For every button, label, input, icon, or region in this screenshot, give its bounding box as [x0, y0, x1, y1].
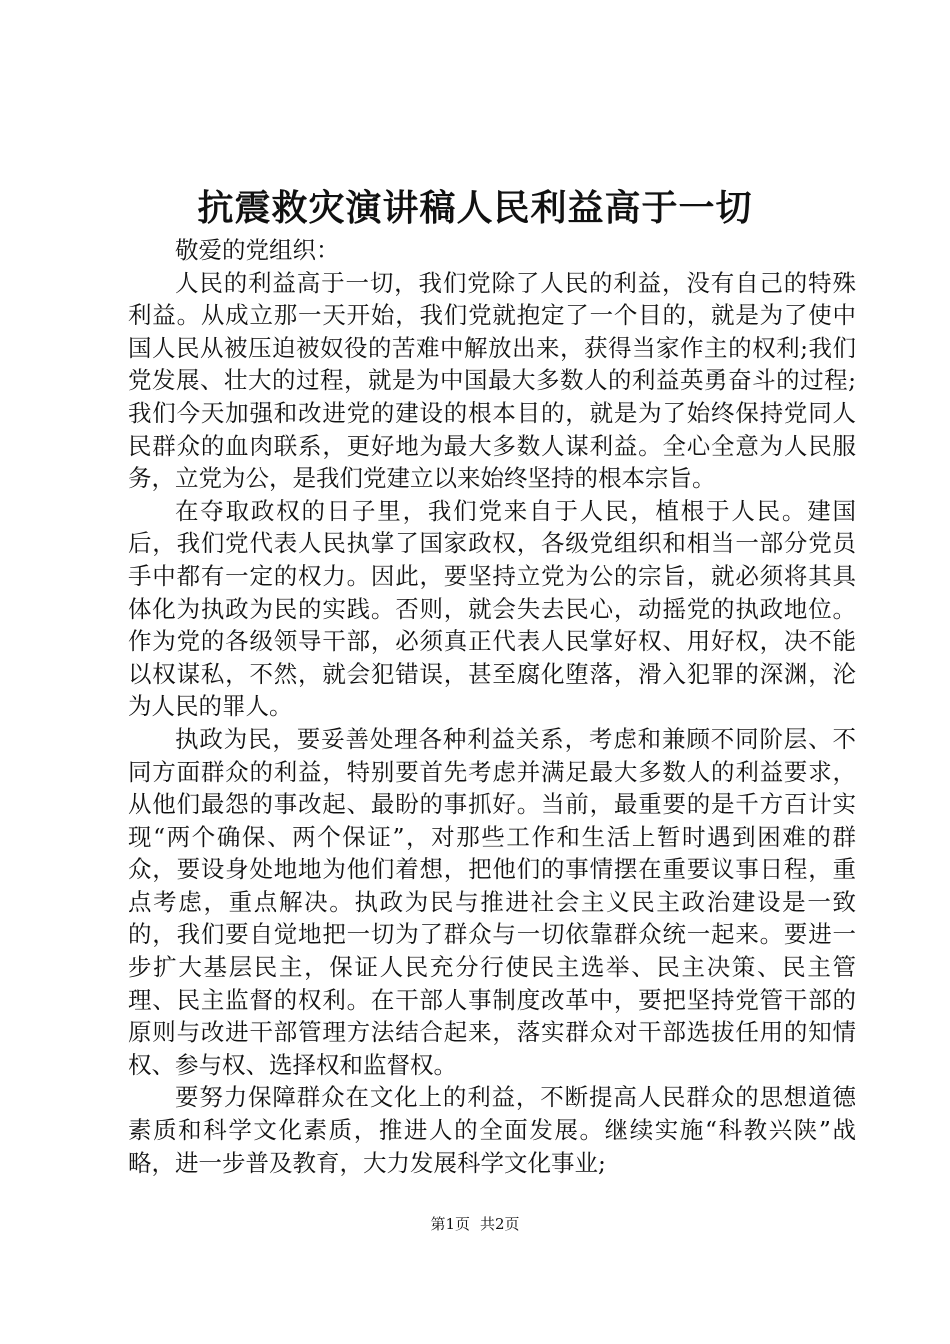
- salutation: 敬爱的党组织：: [175, 236, 340, 264]
- paragraph-3: 执政为民，要妥善处理各种利益关系，考虑和兼顾不同阶层、不同方面群众的利益，特别要首先考虑并满足最大多数人的利益要求，从他们最怨的事改起、最盼的事抓好。当前，最重要的是千方百计实现“两个确保、两个保证”，对那些工作和生活上暂时遇到困难的群众，要设身处地地为他们着想，把他们的事情摆在重要议事日程，重点考虑，重点解决。执政为民与推进社会主义民主政治建设是一致的，我们要自觉地把一切为了群众与一切依靠群众统一起来。要进一步扩大基层民主，保证人民充分行使民主选举、民主决策、民主管理、民主监督的权利。在干部人事制度改革中，要把坚持党管干部的原则与改进干部管理方法结合起来，落实群众对干部选拔任用的知情权、参与权、选择权和监督权。: [128, 724, 856, 1079]
- paragraph-2: 在夺取政权的日子里，我们党来自于人民，植根于人民。建国后，我们党代表人民执掌了国家政权，各级党组织和相当一部分党员手中都有一定的权力。因此，要坚持立党为公的宗旨，就必须将其具体化为执政为民的实践。否则，就会失去民心，动摇党的执政地位。作为党的各级领导干部，必须真正代表人民掌好权、用好权，决不能以权谋私，不然，就会犯错误，甚至腐化堕落，滑入犯罪的深渊，沦为人民的罪人。: [128, 496, 856, 721]
- document-body: [128, 234, 856, 1179]
- paragraph-1: 人民的利益高于一切，我们党除了人民的利益，没有自己的特殊利益。从成立那一天开始，我们党就抱定了一个目的，就是为了使中国人民从被压迫被奴役的苦难中解放出来，获得当家作主的权利;我们党发展、壮大的过程，就是为中国最大多数人的利益英勇奋斗的过程;我们今天加强和改进党的建设的根本目的，就是为了始终保持党同人民群众的血肉联系，更好地为最大多数人谋利益。全心全意为人民服务，立党为公，是我们党建立以来始终坚持的根本宗旨。: [128, 268, 856, 493]
- page-footer: [0, 1212, 950, 1236]
- page-number-current: 第1页: [430, 1215, 470, 1233]
- paragraph-4: 要努力保障群众在文化上的利益，不断提高人民群众的思想道德素质和科学文化素质，推进人的全面发展。继续实施“科教兴陕”战略，进一步普及教育，大力发展科学文化事业;: [128, 1083, 856, 1177]
- document-title: 抗震救灾演讲稿人民利益高于一切: [197, 187, 753, 229]
- page-number-total: 共2页: [480, 1215, 520, 1233]
